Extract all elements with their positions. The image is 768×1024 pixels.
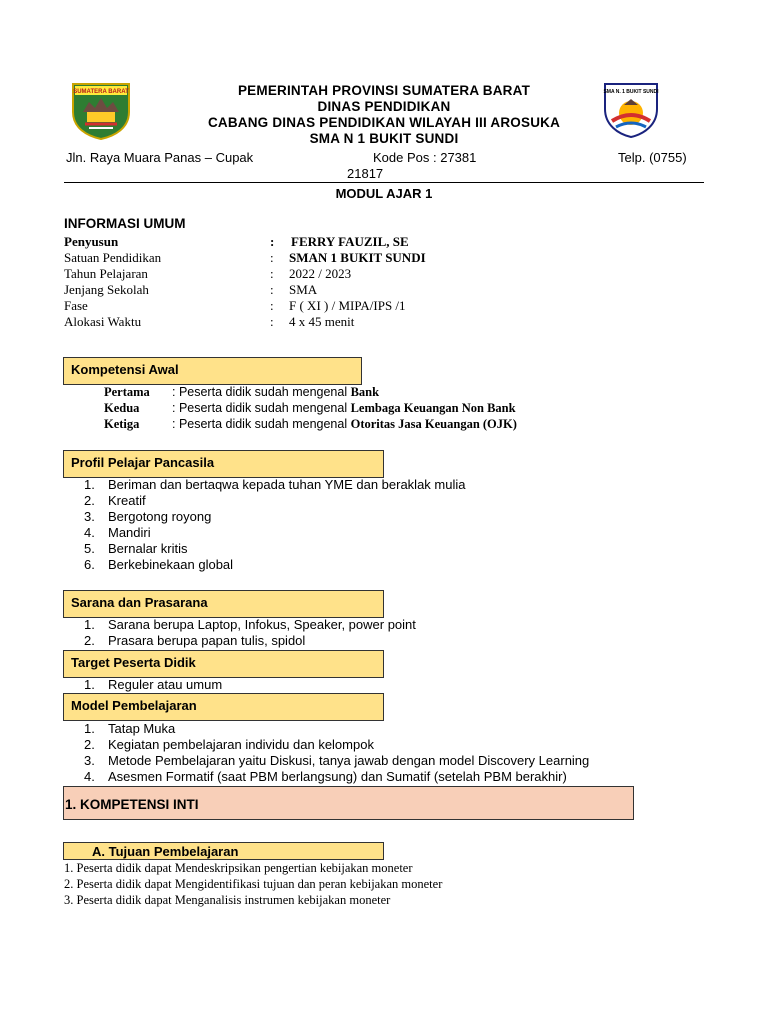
list-item	[84, 633, 416, 649]
list-text: Metode Pembelajaran yaitu Diskusi, tanya jawab dengan model Discovery Learning	[108, 753, 590, 768]
school-logo-text: SMA N. 1 BUKIT SUNDI	[603, 89, 659, 95]
list-number: 6.	[84, 557, 95, 572]
list-item	[84, 525, 465, 541]
info-value: FERRY FAUZIL, SE	[291, 234, 409, 249]
info-label: Tahun Pelajaran	[64, 266, 148, 281]
kompetensi-text: : Peserta didik sudah mengenal	[172, 417, 351, 431]
info-label: Alokasi Waktu	[64, 314, 142, 329]
model-list	[84, 721, 589, 785]
header-government: PEMERINTAH PROVINSI SUMATERA BARAT	[237, 83, 531, 98]
info-label: Fase	[64, 298, 88, 313]
info-value: SMA	[289, 282, 318, 297]
list-text: Bernalar kritis	[108, 541, 188, 556]
list-number: 2.	[84, 737, 95, 752]
list-text: Reguler atau umum	[108, 677, 223, 692]
kompetensi-item: Bank	[350, 385, 380, 399]
address-street: Jln. Raya Muara Panas – Cupak	[66, 150, 254, 165]
list-text: Bergotong royong	[108, 509, 212, 524]
address-phone: Telp. (0755)	[618, 150, 687, 165]
list-item	[84, 769, 589, 785]
kompetensi-key: Pertama	[104, 385, 150, 399]
list-text: Kreatif	[108, 493, 146, 508]
info-value: 4 x 45 menit	[289, 314, 355, 329]
kompetensi-item: Lembaga Keuangan Non Bank	[350, 401, 516, 415]
list-item	[84, 541, 465, 557]
list-item	[84, 477, 465, 493]
list-item	[84, 557, 465, 573]
sarana-heading: Sarana dan Prasarana	[63, 590, 384, 618]
list-item: 2. Peserta didik dapat Mengidentifikasi tujuan dan peran kebijakan moneter	[64, 877, 443, 891]
address-postal: Kode Pos : 27381	[373, 150, 477, 165]
list-number: 2.	[84, 633, 95, 648]
info-value: F ( XI ) / MIPA/IPS /1	[289, 298, 406, 313]
list-number: 3.	[84, 509, 95, 524]
list-item	[84, 493, 465, 509]
kompetensi-text: : Peserta didik sudah mengenal	[172, 401, 351, 415]
list-item	[84, 617, 416, 633]
info-value: SMAN 1 BUKIT SUNDI	[289, 250, 426, 265]
list-number: 1.	[84, 617, 95, 632]
list-item: 3. Peserta didik dapat Menganalisis instrumen kebijakan moneter	[64, 893, 391, 907]
address-phone-cont: 21817	[347, 166, 384, 181]
list-text: Asesmen Formatif (saat PBM berlangsung) dan Sumatif (setelah PBM berakhir)	[108, 769, 567, 784]
profil-heading: Profil Pelajar Pancasila	[63, 450, 384, 478]
info-value: 2022 / 2023	[289, 266, 352, 281]
list-number: 2.	[84, 493, 95, 508]
list-text: Prasara berupa papan tulis, spidol	[108, 633, 306, 648]
sarana-list	[84, 617, 416, 649]
info-label: Satuan Pendidikan	[64, 250, 162, 265]
list-number: 4.	[84, 769, 95, 784]
info-colon: :	[270, 266, 274, 281]
kompetensi-text: : Peserta didik sudah mengenal	[172, 385, 351, 399]
info-label: Jenjang Sekolah	[64, 282, 149, 297]
info-colon: :	[270, 282, 274, 297]
page-title: MODUL AJAR 1	[335, 186, 433, 201]
list-number: 5.	[84, 541, 95, 556]
kompetensi-key: Kedua	[104, 401, 140, 415]
header-department: DINAS PENDIDIKAN	[317, 99, 451, 114]
list-item	[84, 677, 222, 693]
tujuan-heading: A. Tujuan Pembelajaran	[63, 842, 384, 860]
info-colon: :	[270, 298, 274, 313]
list-text: Berkebinekaan global	[108, 557, 234, 572]
list-item	[84, 721, 589, 737]
list-number: 1.	[84, 721, 95, 736]
info-colon: :	[270, 234, 275, 249]
model-heading: Model Pembelajaran	[63, 693, 384, 721]
list-text: Kegiatan pembelajaran individu dan kelompok	[108, 737, 374, 752]
tujuan-list	[64, 860, 442, 908]
info-colon: :	[270, 314, 274, 329]
target-heading: Target Peserta Didik	[63, 650, 384, 678]
list-item	[84, 753, 589, 769]
list-number: 1.	[84, 477, 95, 492]
list-text: Mandiri	[108, 525, 151, 540]
list-number: 4.	[84, 525, 95, 540]
list-number: 3.	[84, 753, 95, 768]
info-label: Penyusun	[64, 234, 119, 249]
target-list	[84, 677, 222, 693]
header-school: SMA N 1 BUKIT SUNDI	[309, 131, 459, 146]
list-number: 1.	[84, 677, 95, 692]
header-divider	[64, 182, 704, 183]
list-text: Sarana berupa Laptop, Infokus, Speaker, power point	[108, 617, 416, 632]
kompetensi-item: Otoritas Jasa Keuangan (OJK)	[350, 417, 517, 431]
profil-list	[84, 477, 465, 573]
list-item	[84, 737, 589, 753]
list-text: Tatap Muka	[108, 721, 176, 736]
kompetensi-inti-heading: 1. KOMPETENSI INTI	[63, 786, 634, 820]
kompetensi-awal-heading: Kompetensi Awal	[63, 357, 362, 385]
kompetensi-key: Ketiga	[104, 417, 140, 431]
list-item: 1. Peserta didik dapat Mendeskripsikan pengertian kebijakan moneter	[64, 861, 413, 875]
province-logo-text: SUMATERA BARAT	[73, 89, 129, 95]
header-branch: CABANG DINAS PENDIDIKAN WILAYAH III AROSUKA	[207, 115, 561, 130]
list-text: Beriman dan bertaqwa kepada tuhan YME dan beraklak mulia	[108, 477, 466, 492]
info-colon: :	[270, 250, 274, 265]
list-item	[84, 509, 465, 525]
info-heading: INFORMASI UMUM	[64, 216, 186, 231]
